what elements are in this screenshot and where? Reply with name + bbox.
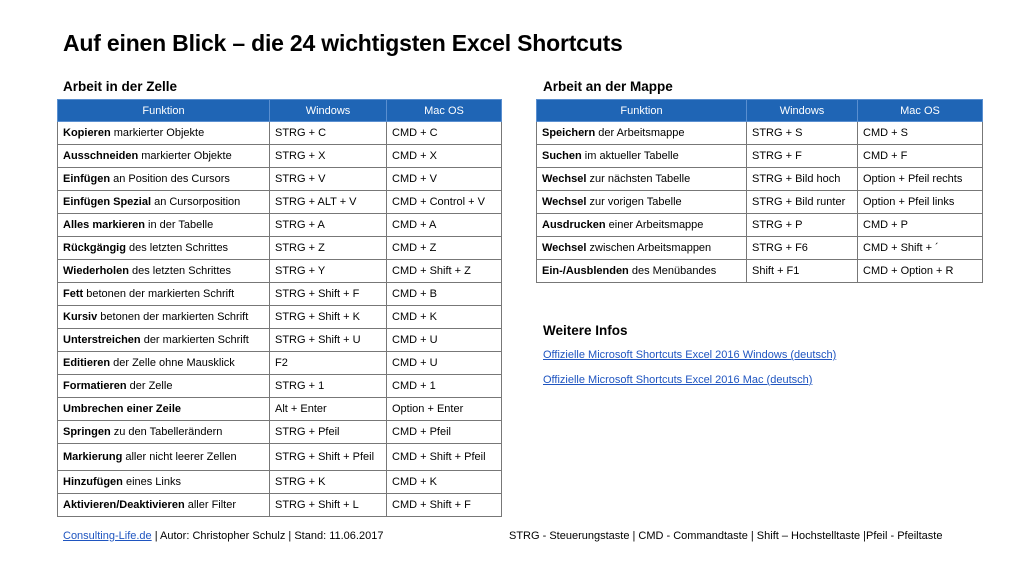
function-keyword: Einfügen xyxy=(63,173,111,185)
function-keyword: Fett xyxy=(63,288,84,300)
table-row xyxy=(58,306,502,329)
table-row xyxy=(58,352,502,375)
function-cell xyxy=(58,214,270,237)
table-header-row xyxy=(537,100,983,122)
function-cell xyxy=(58,471,270,494)
function-cell xyxy=(58,306,270,329)
function-keyword: Formatieren xyxy=(63,380,127,392)
windows-shortcut-cell: STRG + C xyxy=(270,122,387,145)
mac-shortcut-cell: CMD + X xyxy=(387,145,502,168)
function-keyword: Wechsel xyxy=(542,173,587,185)
function-description: markierter Objekte xyxy=(110,127,205,139)
table-row xyxy=(58,375,502,398)
function-cell xyxy=(537,145,747,168)
column-header-mac: Mac OS xyxy=(858,100,983,122)
table-row xyxy=(58,214,502,237)
footer-credits xyxy=(63,530,383,542)
mac-shortcut-cell: CMD + F xyxy=(858,145,983,168)
mac-shortcut-cell: CMD + K xyxy=(387,306,502,329)
mac-shortcuts-link[interactable]: Offizielle Microsoft Shortcuts Excel 2016 Mac (deutsch) xyxy=(543,374,813,386)
function-description: in der Tabelle xyxy=(144,219,214,231)
windows-shortcut-cell: STRG + F6 xyxy=(747,237,858,260)
table-header-row xyxy=(58,100,502,122)
windows-shortcut-cell: STRG + Bild runter xyxy=(747,191,858,214)
function-cell xyxy=(58,329,270,352)
function-description: zur vorigen Tabelle xyxy=(586,196,682,208)
column-header-function: Funktion xyxy=(58,100,270,122)
function-description: zu den Tabellerändern xyxy=(110,426,223,438)
function-description: an Cursorposition xyxy=(151,196,241,208)
function-keyword: Aktivieren/Deaktivieren xyxy=(63,499,185,511)
function-keyword: Wiederholen xyxy=(63,265,129,277)
column-header-function: Funktion xyxy=(537,100,747,122)
info-section-title: Weitere Infos xyxy=(543,323,628,338)
windows-shortcut-cell: STRG + Shift + L xyxy=(270,494,387,517)
function-description: aller Filter xyxy=(184,499,237,511)
footer-meta: | Autor: Christopher Schulz | Stand: 11.06.2017 xyxy=(151,530,384,542)
function-cell xyxy=(58,237,270,260)
windows-shortcut-cell: STRG + Pfeil xyxy=(270,421,387,444)
windows-shortcut-cell: F2 xyxy=(270,352,387,375)
windows-shortcut-cell: STRG + Y xyxy=(270,260,387,283)
function-keyword: Ausschneiden xyxy=(63,150,139,162)
footer-legend: STRG - Steuerungstaste | CMD - Commandtaste | Shift – Hochstelltaste |Pfeil - Pfeiltaste xyxy=(509,530,943,542)
table-row xyxy=(58,237,502,260)
mac-shortcut-cell: CMD + V xyxy=(387,168,502,191)
mac-shortcut-cell: CMD + S xyxy=(858,122,983,145)
function-cell xyxy=(58,122,270,145)
mac-shortcut-cell: Option + Pfeil links xyxy=(858,191,983,214)
left-section-title: Arbeit in der Zelle xyxy=(63,79,178,94)
function-description: zwischen Arbeitsmappen xyxy=(586,242,712,254)
function-description: des letzten Schrittes xyxy=(128,265,232,277)
function-description: der Zelle ohne Mausklick xyxy=(110,357,235,369)
mac-shortcut-cell: CMD + Shift + ´ xyxy=(858,237,983,260)
function-keyword: Wechsel xyxy=(542,196,587,208)
table-row xyxy=(537,145,983,168)
function-cell xyxy=(537,214,747,237)
function-cell xyxy=(537,260,747,283)
windows-shortcut-cell: STRG + F xyxy=(747,145,858,168)
windows-shortcut-cell: STRG + A xyxy=(270,214,387,237)
function-cell xyxy=(537,191,747,214)
function-description: betonen der markierten Schrift xyxy=(83,288,235,300)
table-row xyxy=(58,168,502,191)
function-description: aller nicht leerer Zellen xyxy=(122,451,237,463)
windows-shortcut-cell: Alt + Enter xyxy=(270,398,387,421)
function-cell xyxy=(537,237,747,260)
function-description: betonen der markierten Schrift xyxy=(97,311,249,323)
function-cell xyxy=(58,398,270,421)
function-cell xyxy=(58,168,270,191)
function-keyword: Markierung xyxy=(63,451,123,463)
column-header-windows: Windows xyxy=(270,100,387,122)
mac-shortcut-cell: CMD + A xyxy=(387,214,502,237)
function-keyword: Suchen xyxy=(542,150,582,162)
function-cell xyxy=(58,421,270,444)
function-keyword: Springen xyxy=(63,426,111,438)
windows-shortcut-cell: STRG + P xyxy=(747,214,858,237)
windows-shortcut-cell: STRG + Shift + F xyxy=(270,283,387,306)
windows-shortcuts-link[interactable]: Offizielle Microsoft Shortcuts Excel 2016 Windows (deutsch) xyxy=(543,349,837,361)
table-row xyxy=(58,191,502,214)
function-keyword: Ein-/Ausblenden xyxy=(542,265,629,277)
column-header-mac: Mac OS xyxy=(387,100,502,122)
function-cell xyxy=(537,122,747,145)
function-keyword: Kursiv xyxy=(63,311,98,323)
page-title: Auf einen Blick – die 24 wichtigsten Excel Shortcuts xyxy=(63,30,623,56)
mac-shortcut-cell: CMD + K xyxy=(387,471,502,494)
function-keyword: Kopieren xyxy=(63,127,111,139)
cell-shortcuts-table xyxy=(57,99,502,517)
windows-shortcut-cell: STRG + Shift + U xyxy=(270,329,387,352)
windows-shortcut-cell: STRG + K xyxy=(270,471,387,494)
mac-shortcut-cell: CMD + C xyxy=(387,122,502,145)
table-row xyxy=(537,260,983,283)
windows-shortcut-cell: STRG + V xyxy=(270,168,387,191)
table-row xyxy=(537,191,983,214)
table-row xyxy=(58,122,502,145)
mac-shortcut-cell: CMD + Shift + Z xyxy=(387,260,502,283)
table-row xyxy=(58,260,502,283)
function-cell xyxy=(58,145,270,168)
mac-shortcut-cell: CMD + U xyxy=(387,329,502,352)
function-description: eines Links xyxy=(122,476,181,488)
function-description: des letzten Schrittes xyxy=(125,242,229,254)
mac-shortcut-cell: Option + Pfeil rechts xyxy=(858,168,983,191)
function-cell xyxy=(58,352,270,375)
mac-shortcut-cell: CMD + Z xyxy=(387,237,502,260)
right-section-title: Arbeit an der Mappe xyxy=(543,79,673,94)
column-header-windows: Windows xyxy=(747,100,858,122)
function-cell xyxy=(537,168,747,191)
function-keyword: Wechsel xyxy=(542,242,587,254)
function-cell xyxy=(58,444,270,471)
mac-shortcut-cell: CMD + Option + R xyxy=(858,260,983,283)
table-row xyxy=(58,471,502,494)
windows-shortcut-cell: STRG + 1 xyxy=(270,375,387,398)
table-row xyxy=(537,237,983,260)
table-row xyxy=(58,329,502,352)
table-row xyxy=(58,283,502,306)
function-keyword: Umbrechen einer Zeile xyxy=(63,403,181,415)
table-row xyxy=(537,214,983,237)
table-row xyxy=(58,145,502,168)
function-description: der Arbeitsmappe xyxy=(595,127,685,139)
windows-shortcut-cell: STRG + Shift + Pfeil xyxy=(270,444,387,471)
function-cell xyxy=(58,375,270,398)
windows-shortcut-cell: Shift + F1 xyxy=(747,260,858,283)
mac-shortcut-cell: CMD + 1 xyxy=(387,375,502,398)
function-description: im aktueller Tabelle xyxy=(581,150,679,162)
function-keyword: Editieren xyxy=(63,357,111,369)
function-keyword: Hinzufügen xyxy=(63,476,123,488)
workbook-shortcuts-table xyxy=(536,99,983,283)
table-row xyxy=(58,398,502,421)
function-keyword: Speichern xyxy=(542,127,596,139)
function-keyword: Ausdrucken xyxy=(542,219,606,231)
mac-shortcut-cell: Option + Enter xyxy=(387,398,502,421)
function-keyword: Rückgängig xyxy=(63,242,126,254)
table-row xyxy=(537,168,983,191)
function-keyword: Unterstreichen xyxy=(63,334,141,346)
function-description: der markierten Schrift xyxy=(140,334,249,346)
site-link[interactable]: Consulting-Life.de xyxy=(63,530,152,542)
windows-shortcut-cell: STRG + ALT + V xyxy=(270,191,387,214)
function-cell xyxy=(58,283,270,306)
table-row xyxy=(58,444,502,471)
table-row xyxy=(537,122,983,145)
function-keyword: Alles markieren xyxy=(63,219,145,231)
function-description: einer Arbeitsmappe xyxy=(605,219,704,231)
mac-shortcut-cell: CMD + Shift + F xyxy=(387,494,502,517)
table-row xyxy=(58,421,502,444)
mac-shortcut-cell: CMD + Shift + Pfeil xyxy=(387,444,502,471)
function-description: des Menübandes xyxy=(628,265,717,277)
windows-shortcut-cell: STRG + X xyxy=(270,145,387,168)
function-cell xyxy=(58,260,270,283)
mac-shortcut-cell: CMD + Control + V xyxy=(387,191,502,214)
table-row xyxy=(58,494,502,517)
windows-shortcut-cell: STRG + Shift + K xyxy=(270,306,387,329)
mac-shortcut-cell: CMD + B xyxy=(387,283,502,306)
function-description: an Position des Cursors xyxy=(110,173,230,185)
mac-shortcut-cell: CMD + P xyxy=(858,214,983,237)
function-keyword: Einfügen Spezial xyxy=(63,196,152,208)
windows-shortcut-cell: STRG + Bild hoch xyxy=(747,168,858,191)
mac-shortcut-cell: CMD + Pfeil xyxy=(387,421,502,444)
function-description: markierter Objekte xyxy=(138,150,232,162)
function-cell xyxy=(58,191,270,214)
function-description: zur nächsten Tabelle xyxy=(586,173,691,185)
function-description: der Zelle xyxy=(126,380,173,392)
mac-shortcut-cell: CMD + U xyxy=(387,352,502,375)
windows-shortcut-cell: STRG + Z xyxy=(270,237,387,260)
windows-shortcut-cell: STRG + S xyxy=(747,122,858,145)
function-cell xyxy=(58,494,270,517)
